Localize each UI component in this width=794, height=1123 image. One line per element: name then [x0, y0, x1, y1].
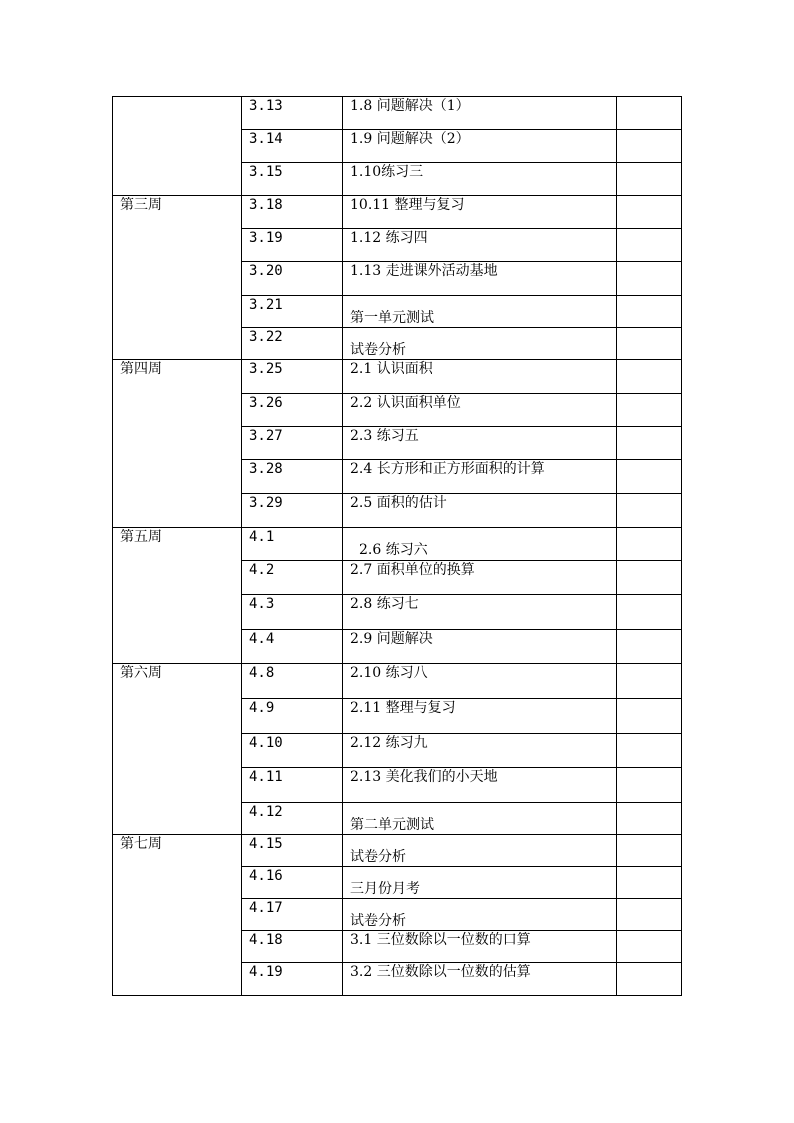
week-cell: 第四周: [113, 360, 242, 528]
note-cell: [617, 699, 682, 734]
date-cell: 4.11: [242, 768, 343, 803]
note-cell: [617, 768, 682, 803]
lesson-cell: 1.12 练习四: [343, 229, 617, 262]
note-cell: [617, 595, 682, 630]
date-cell: 4.19: [242, 963, 343, 996]
note-cell: [617, 229, 682, 262]
note-cell: [617, 196, 682, 229]
note-cell: [617, 664, 682, 699]
date-cell: 4.9: [242, 699, 343, 734]
week-cell: [113, 97, 242, 196]
lesson-cell: 1.9 问题解决（2）: [343, 130, 617, 163]
table-row: [113, 196, 682, 229]
date-cell: 4.3: [242, 595, 343, 630]
date-cell: 3.22: [242, 328, 343, 360]
date-cell: 4.16: [242, 867, 343, 899]
note-cell: [617, 867, 682, 899]
schedule-table: [112, 96, 682, 996]
note-cell: [617, 835, 682, 867]
table-row: [113, 835, 682, 867]
lesson-cell: 1.10练习三: [343, 163, 617, 196]
date-cell: 3.27: [242, 427, 343, 460]
table-row: [113, 528, 682, 561]
lesson-cell: 2.11 整理与复习: [343, 699, 617, 734]
date-cell: 4.2: [242, 561, 343, 595]
lesson-cell: 2.7 面积单位的换算: [343, 561, 617, 595]
lesson-cell: 2.10 练习八: [343, 664, 617, 699]
note-cell: [617, 528, 682, 561]
table-row: [113, 97, 682, 130]
note-cell: [617, 394, 682, 427]
table-row: [113, 664, 682, 699]
lesson-cell: 3.1 三位数除以一位数的口算: [343, 931, 617, 963]
week-cell: 第七周: [113, 835, 242, 996]
date-cell: 3.26: [242, 394, 343, 427]
note-cell: [617, 931, 682, 963]
note-cell: [617, 130, 682, 163]
date-cell: 4.18: [242, 931, 343, 963]
lesson-cell: 试卷分析: [343, 835, 617, 867]
week-cell: 第三周: [113, 196, 242, 360]
note-cell: [617, 630, 682, 664]
note-cell: [617, 163, 682, 196]
date-cell: 3.19: [242, 229, 343, 262]
date-cell: 4.12: [242, 803, 343, 835]
note-cell: [617, 494, 682, 528]
lesson-cell: 2.8 练习七: [343, 595, 617, 630]
date-cell: 4.1: [242, 528, 343, 561]
lesson-cell: 3.2 三位数除以一位数的估算: [343, 963, 617, 996]
schedule-body: [113, 97, 682, 996]
date-cell: 3.13: [242, 97, 343, 130]
note-cell: [617, 734, 682, 768]
note-cell: [617, 561, 682, 595]
lesson-cell: 2.12 练习九: [343, 734, 617, 768]
lesson-cell: 2.5 面积的估计: [343, 494, 617, 528]
date-cell: 4.8: [242, 664, 343, 699]
date-cell: 3.20: [242, 262, 343, 296]
lesson-cell: 试卷分析: [343, 899, 617, 931]
date-cell: 3.18: [242, 196, 343, 229]
note-cell: [617, 803, 682, 835]
date-cell: 3.21: [242, 296, 343, 328]
table-row: [113, 360, 682, 394]
date-cell: 3.28: [242, 460, 343, 494]
week-cell: 第六周: [113, 664, 242, 835]
lesson-cell: 2.1 认识面积: [343, 360, 617, 394]
lesson-cell: 2.4 长方形和正方形面积的计算: [343, 460, 617, 494]
date-cell: 4.15: [242, 835, 343, 867]
lesson-cell: 2.3 练习五: [343, 427, 617, 460]
date-cell: 4.10: [242, 734, 343, 768]
lesson-cell: 10.11 整理与复习: [343, 196, 617, 229]
lesson-cell: 1.8 问题解决（1）: [343, 97, 617, 130]
lesson-cell: 2.6 练习六: [343, 528, 617, 561]
note-cell: [617, 262, 682, 296]
note-cell: [617, 296, 682, 328]
lesson-cell: 试卷分析: [343, 328, 617, 360]
lesson-cell: 2.13 美化我们的小天地: [343, 768, 617, 803]
date-cell: 4.4: [242, 630, 343, 664]
date-cell: 3.25: [242, 360, 343, 394]
date-cell: 4.17: [242, 899, 343, 931]
note-cell: [617, 328, 682, 360]
note-cell: [617, 963, 682, 996]
lesson-cell: 1.13 走进课外活动基地: [343, 262, 617, 296]
date-cell: 3.14: [242, 130, 343, 163]
lesson-cell: 三月份月考: [343, 867, 617, 899]
note-cell: [617, 427, 682, 460]
lesson-cell: 第二单元测试: [343, 803, 617, 835]
note-cell: [617, 360, 682, 394]
note-cell: [617, 899, 682, 931]
lesson-cell: 2.2 认识面积单位: [343, 394, 617, 427]
week-cell: 第五周: [113, 528, 242, 664]
date-cell: 3.29: [242, 494, 343, 528]
note-cell: [617, 460, 682, 494]
date-cell: 3.15: [242, 163, 343, 196]
lesson-cell: 2.9 问题解决: [343, 630, 617, 664]
note-cell: [617, 97, 682, 130]
lesson-cell: 第一单元测试: [343, 296, 617, 328]
